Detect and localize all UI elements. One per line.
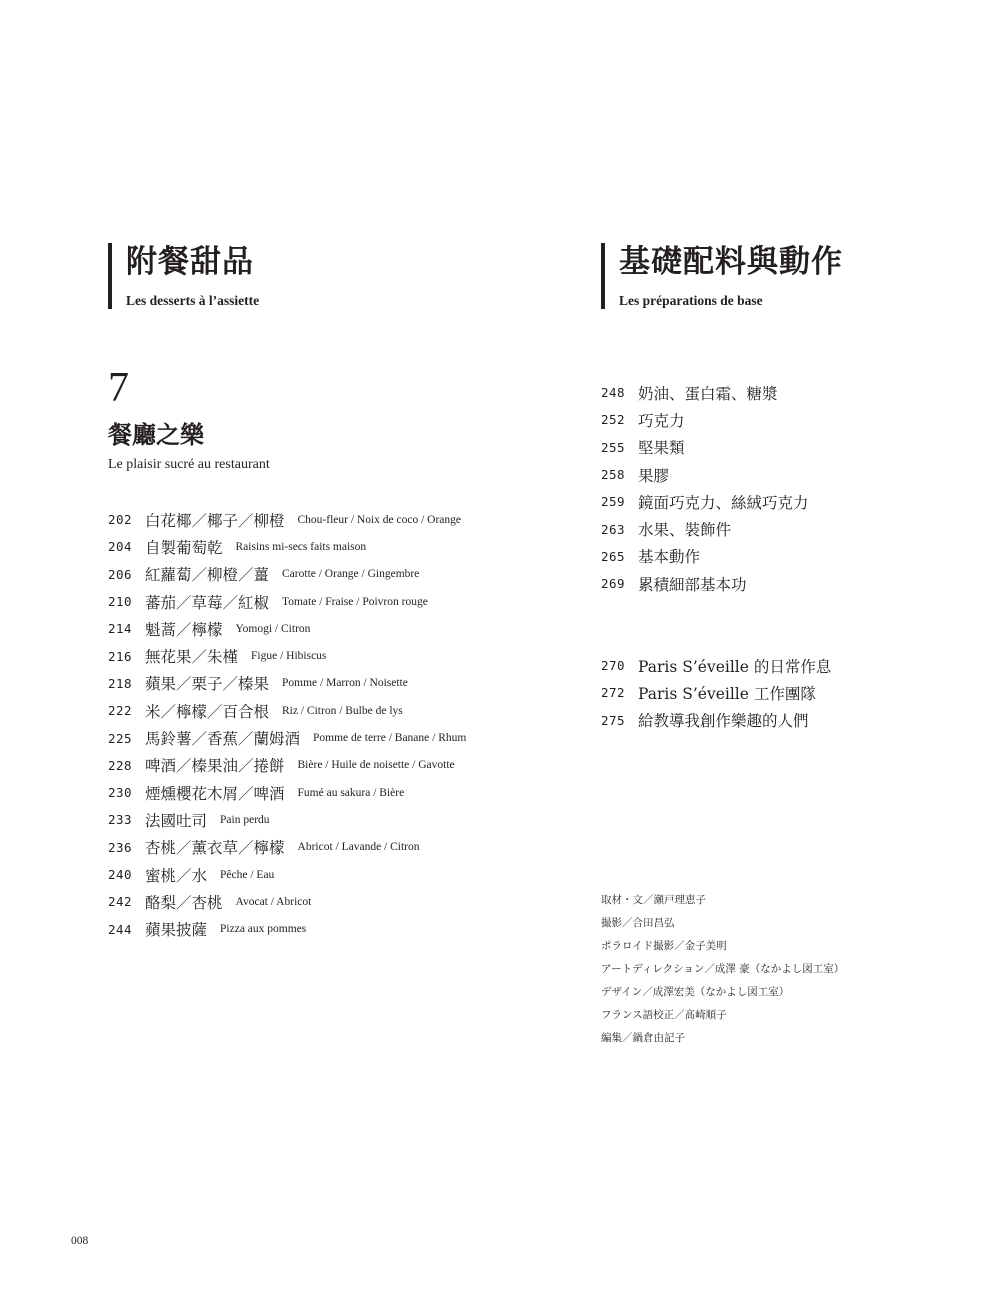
toc-entry[interactable] [601, 679, 831, 706]
toc-page: 236 [108, 839, 133, 855]
chapter-subtitle: Le plaisir sucré au restaurant [108, 457, 270, 472]
base-section-heading [601, 243, 843, 309]
dessert-toc-list [108, 506, 466, 943]
desserts-section-heading [108, 243, 259, 309]
toc-title-zh: 紅蘿蔔／柳橙／薑 [145, 566, 270, 585]
toc-page: 210 [108, 594, 133, 610]
toc-title-fr: Yomogi / Citron [235, 622, 311, 635]
toc-title-zh: 蜜桃／水 [145, 866, 208, 885]
credit-line: ポラロイド撮影／金子美明 [601, 940, 727, 952]
toc-title-zh: Paris S’éveille 工作團隊 [638, 684, 816, 703]
toc-title-zh: 堅果類 [638, 439, 685, 458]
credit-line: アートディレクション／成澤 豪（なかよし図工室） [601, 963, 845, 975]
toc-page: 214 [108, 621, 133, 637]
toc-title-fr: Pêche / Eau [220, 868, 275, 881]
toc-entry[interactable] [108, 506, 466, 533]
toc-title-fr: Fumé au sakura / Bière [297, 786, 405, 799]
credit-line: 編集／鍋倉由記子 [601, 1032, 685, 1044]
toc-entry[interactable] [108, 588, 466, 615]
toc-entry[interactable] [108, 752, 466, 779]
toc-title-zh: 煙燻櫻花木屑／啤酒 [145, 784, 285, 803]
toc-title-zh: 累積細部基本功 [638, 575, 747, 594]
toc-title-zh: 鏡面巧克力、絲絨巧克力 [638, 493, 809, 512]
toc-title-fr: Pomme / Marron / Noisette [282, 677, 408, 690]
toc-title-fr: Pain perdu [220, 813, 270, 826]
toc-page: 248 [601, 385, 626, 401]
toc-entry[interactable] [108, 561, 466, 588]
toc-title-zh: 魁蒿／檸檬 [145, 620, 223, 639]
toc-page: 265 [601, 548, 626, 564]
toc-entry[interactable] [601, 406, 809, 433]
section-title: 附餐甜品 [126, 244, 254, 280]
toc-entry[interactable] [601, 515, 809, 542]
toc-page: 269 [601, 576, 626, 592]
toc-title-zh: 米／檸檬／百合根 [145, 702, 270, 721]
toc-entry[interactable] [108, 697, 466, 724]
toc-page: 228 [108, 757, 133, 773]
toc-title-zh: 水果、裝飾件 [638, 521, 732, 540]
toc-entry[interactable] [108, 642, 466, 669]
toc-title-zh: 白花椰／椰子／柳橙 [145, 511, 285, 530]
toc-title-fr: Tomate / Fraise / Poivron rouge [282, 595, 428, 608]
toc-title-zh: 奶油、蛋白霜、糖漿 [638, 384, 778, 403]
toc-page: 225 [108, 730, 133, 746]
toc-entry[interactable] [108, 615, 466, 642]
toc-entry[interactable] [108, 724, 466, 751]
toc-title-fr: Avocat / Abricot [235, 895, 312, 908]
toc-page: 259 [601, 494, 626, 510]
toc-entry[interactable] [108, 834, 466, 861]
toc-page: 204 [108, 539, 133, 555]
chapter-title: 餐廳之樂 [108, 420, 204, 449]
page-number: 008 [71, 1235, 89, 1247]
toc-title-fr: Abricot / Lavande / Citron [297, 841, 420, 854]
toc-title-fr: Carotte / Orange / Gingembre [282, 568, 420, 581]
paris-toc-list [601, 652, 831, 734]
toc-title-fr: Pomme de terre / Banane / Rhum [313, 732, 467, 745]
section-subtitle: Les préparations de base [619, 293, 763, 308]
toc-entry[interactable] [601, 488, 809, 515]
toc-title-zh: Paris S’éveille 的日常作息 [638, 657, 832, 676]
toc-title-zh: 啤酒／榛果油／捲餅 [145, 757, 285, 776]
toc-entry[interactable] [601, 570, 809, 597]
credit-line: 撮影／合田昌弘 [601, 917, 675, 929]
credits-list [601, 889, 844, 1050]
toc-title-zh: 基本動作 [638, 548, 701, 567]
toc-page: 270 [601, 658, 626, 674]
toc-title-zh: 無花果／朱槿 [145, 648, 239, 667]
toc-title-zh: 給教導我創作樂趣的人們 [638, 712, 809, 731]
toc-page: 252 [601, 412, 626, 428]
toc-page: 206 [108, 566, 133, 582]
toc-page: 242 [108, 894, 133, 910]
toc-title-zh: 杏桃／薰衣草／檸檬 [145, 839, 285, 858]
toc-page: 263 [601, 521, 626, 537]
chapter-number: 7 [108, 365, 129, 411]
toc-entry[interactable] [601, 652, 831, 679]
toc-page: 272 [601, 685, 626, 701]
toc-entry[interactable] [601, 434, 809, 461]
toc-page: 222 [108, 703, 133, 719]
toc-title-fr: Figue / Hibiscus [251, 650, 327, 663]
toc-title-zh: 蘋果披薩 [145, 921, 208, 940]
toc-page: 202 [108, 512, 133, 528]
toc-title-fr: Raisins mi-secs faits maison [235, 540, 367, 553]
toc-page: 230 [108, 785, 133, 801]
toc-title-zh: 法國吐司 [145, 811, 208, 830]
toc-title-fr: Riz / Citron / Bulbe de lys [282, 704, 403, 717]
toc-entry[interactable] [108, 861, 466, 888]
toc-title-zh: 自製葡萄乾 [145, 538, 223, 557]
toc-title-zh: 果膠 [638, 466, 670, 485]
toc-entry[interactable] [601, 379, 809, 406]
toc-page: 275 [601, 712, 626, 728]
toc-title-zh: 馬鈴薯／香蕉／蘭姆酒 [145, 730, 301, 749]
toc-entry[interactable] [108, 779, 466, 806]
toc-entry[interactable] [108, 533, 466, 560]
toc-entry[interactable] [108, 806, 466, 833]
toc-page: 240 [108, 867, 133, 882]
toc-title-fr: Bière / Huile de noisette / Gavotte [297, 759, 455, 772]
toc-entry[interactable] [108, 915, 466, 942]
base-toc-list [601, 379, 809, 597]
toc-title-zh: 酪梨／杏桃 [145, 893, 223, 912]
credit-line: フランス語校正／髙崎順子 [601, 1009, 727, 1021]
section-subtitle: Les desserts à l’assiette [126, 293, 260, 308]
section-title: 基礎配料與動作 [619, 244, 843, 280]
toc-entry[interactable] [601, 461, 809, 488]
toc-title-zh: 蕃茄／草莓／紅椒 [145, 593, 270, 612]
credit-line: デザイン／成澤宏美（なかよし図工室） [601, 986, 790, 998]
toc-page: 244 [108, 921, 133, 937]
toc-page: 218 [108, 675, 133, 691]
credit-line: 取材・文／瀬戸理恵子 [601, 894, 706, 906]
toc-page: 216 [108, 648, 133, 664]
toc-title-zh: 巧克力 [638, 411, 685, 430]
toc-entry[interactable] [601, 707, 831, 734]
toc-page: 255 [601, 439, 626, 455]
toc-entry[interactable] [108, 670, 466, 697]
toc-title-zh: 蘋果／栗子／榛果 [145, 675, 270, 694]
toc-page: 233 [108, 812, 133, 828]
toc-title-fr: Pizza aux pommes [220, 923, 307, 936]
toc-title-fr: Chou-fleur / Noix de coco / Orange [297, 513, 462, 526]
toc-entry[interactable] [601, 543, 809, 570]
toc-page: 258 [601, 467, 626, 483]
toc-entry[interactable] [108, 888, 466, 915]
